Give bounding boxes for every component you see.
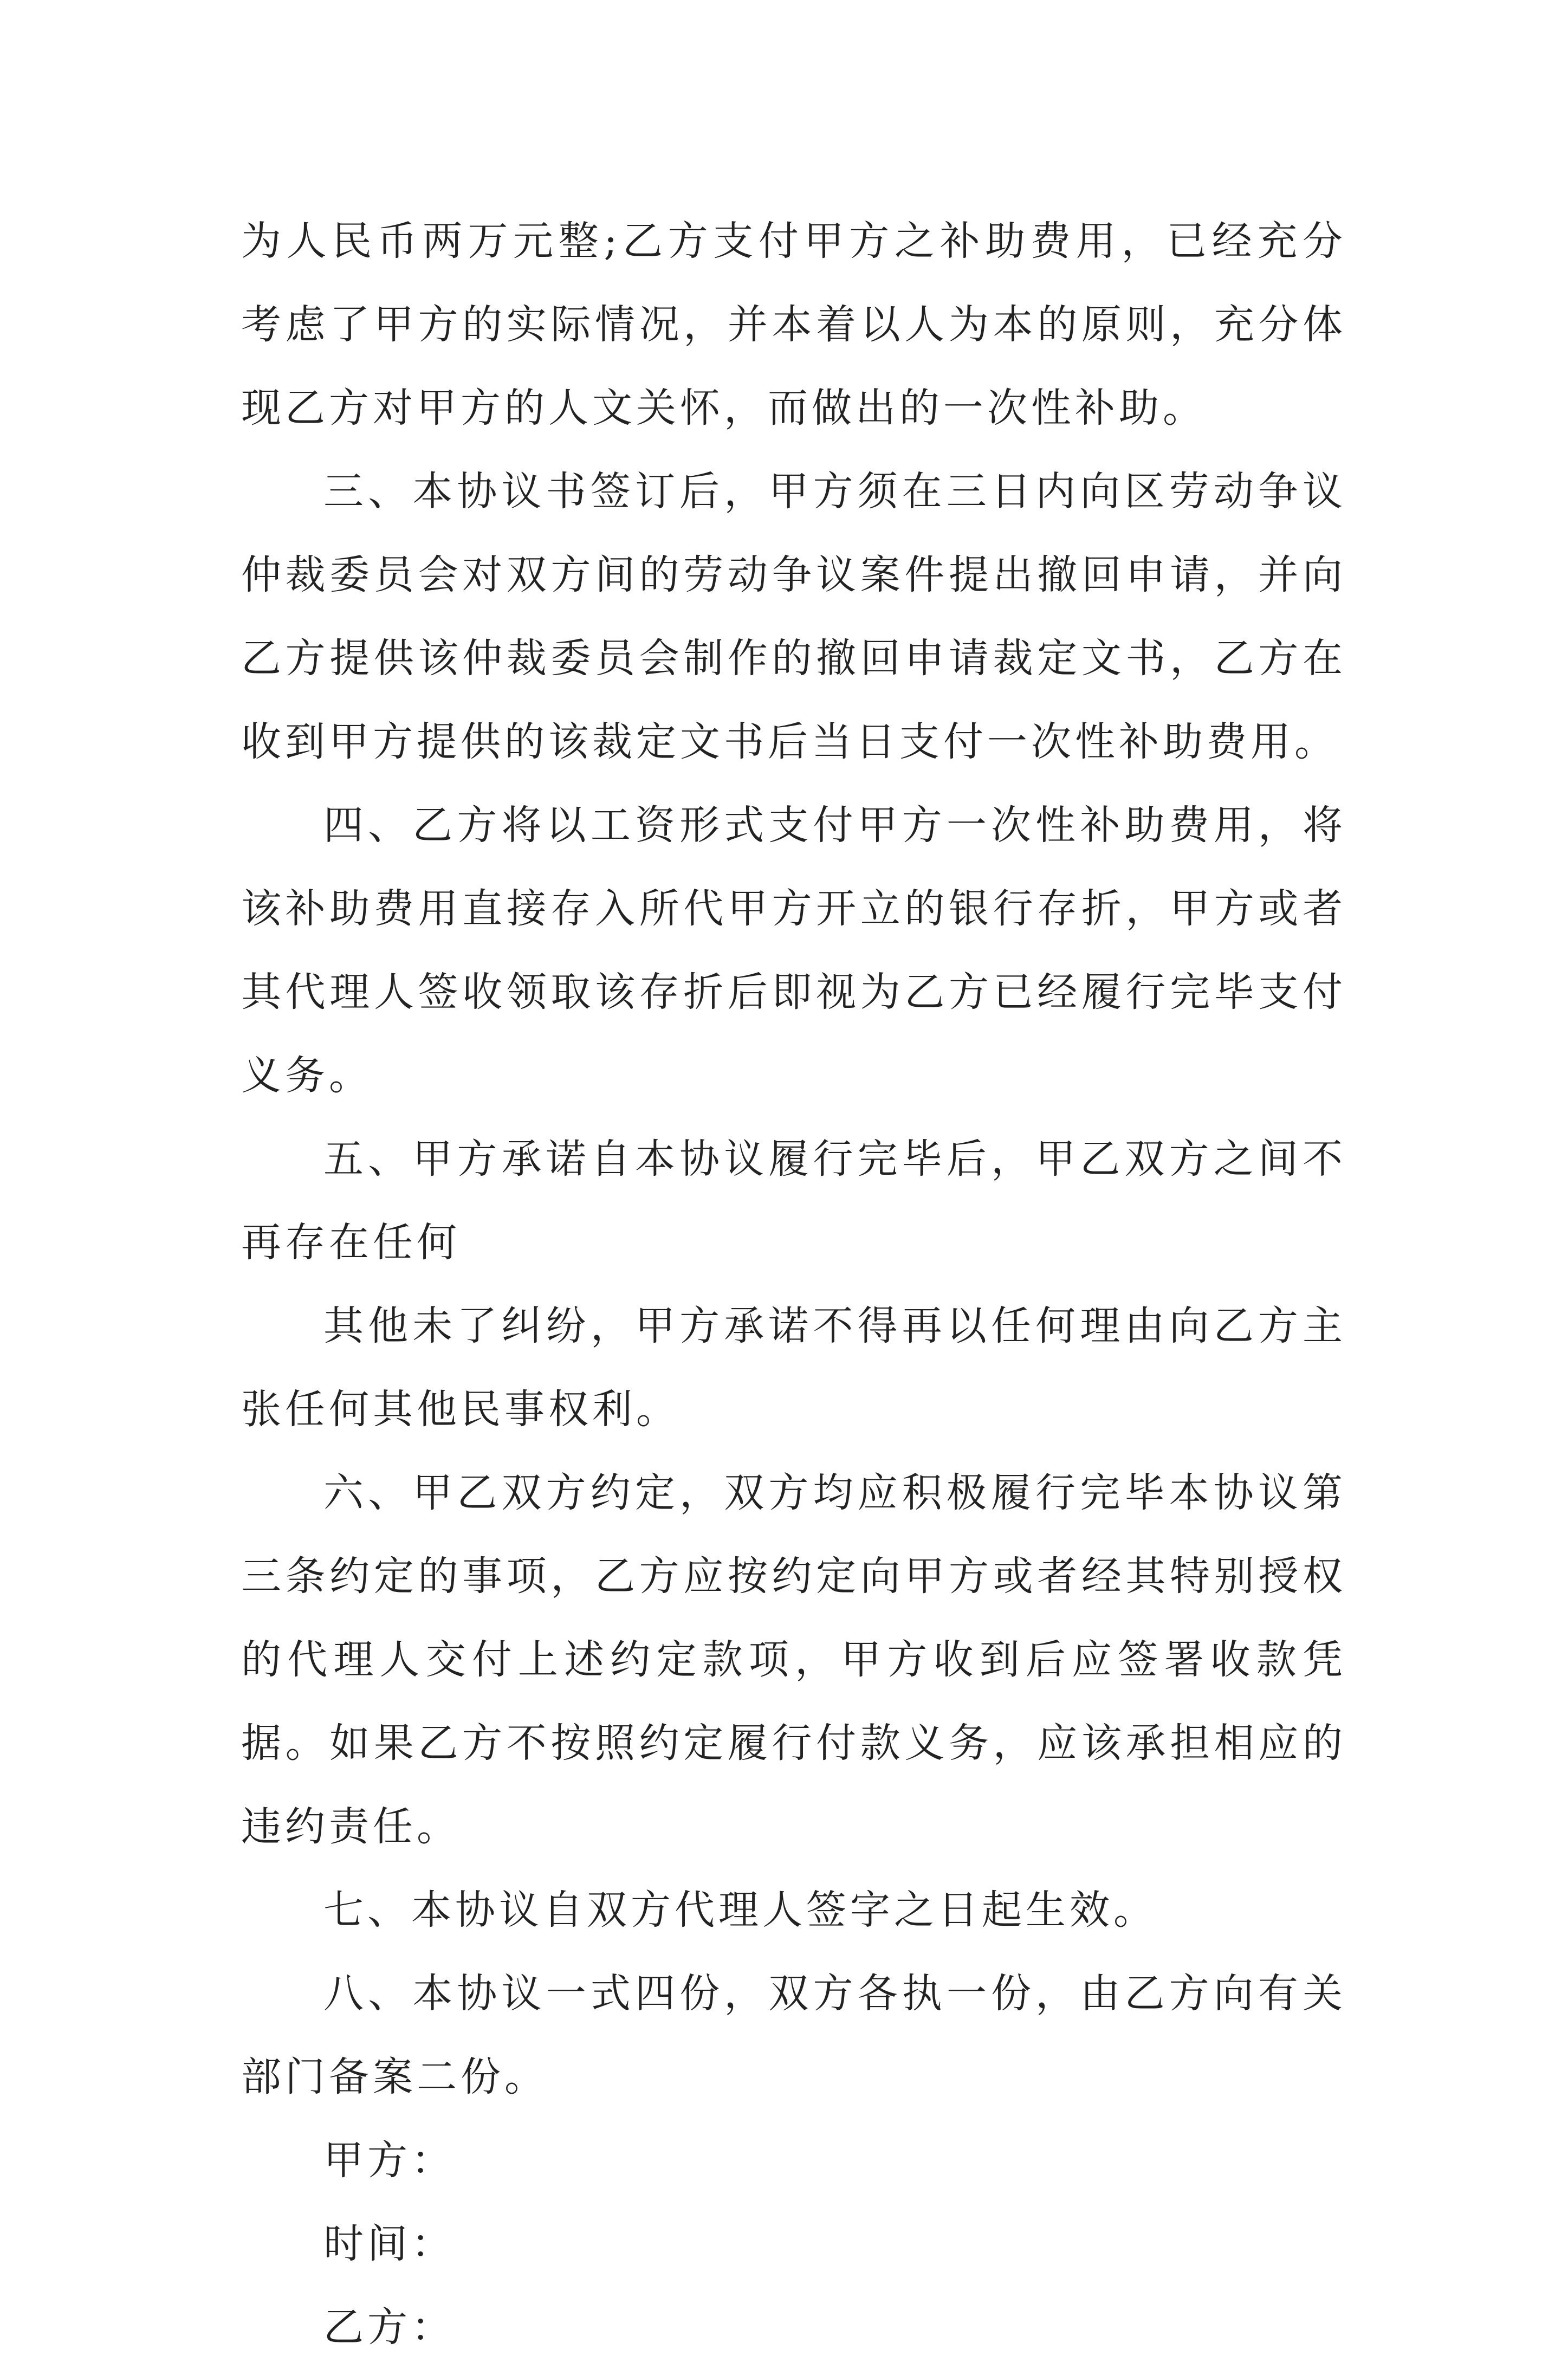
paragraph-clause-5-continued: 其他未了纠纷，甲方承诺不得再以任何理由向乙方主张任何其他民事权利。 <box>241 1303 1346 1433</box>
document-body <box>241 199 1346 2369</box>
signature-time: 时间： <box>323 2221 455 2267</box>
paragraph-clause-5: 五、甲方承诺自本协议履行完毕后，甲乙双方之间不再存在任何 <box>241 1136 1346 1266</box>
paragraph-clause-4: 四、乙方将以工资形式支付甲方一次性补助费用，将该补助费用直接存入所代甲方开立的银行存折，甲方或者其代理人签收领取该存折后即视为乙方已经履行完毕支付义务。 <box>241 802 1346 1099</box>
paragraph-clause-3: 三、本协议书签订后，甲方须在三日内向区劳动争议仲裁委员会对双方间的劳动争议案件提出撤回申请，并向乙方提供该仲裁委员会制作的撤回申请裁定文书，乙方在收到甲方提供的该裁定文书后当日支付一次性补助费用。 <box>241 468 1346 765</box>
paragraph-clause-8: 八、本协议一式四份，双方各执一份，由乙方向有关部门备案二份。 <box>241 1970 1346 2100</box>
signature-party-a: 甲方： <box>323 2137 455 2184</box>
paragraph-clause-6: 六、甲乙双方约定，双方均应积极履行完毕本协议第三条约定的事项，乙方应按约定向甲方或者经其特别授权的代理人交付上述约定款项，甲方收到后应签署收款凭据。如果乙方不按照约定履行付款义务，应该承担相应的违约责任。 <box>241 1470 1346 1850</box>
paragraph-clause-7: 七、本协议自双方代理人签字之日起生效。 <box>323 1887 1157 1933</box>
paragraph-subsidy-amount: 为人民币两万元整;乙方支付甲方之补助费用，已经充分考虑了甲方的实际情况，并本着以人为本的原则，充分体现乙方对甲方的人文关怀，而做出的一次性补助。 <box>241 218 1346 431</box>
signature-party-b: 乙方： <box>323 2304 455 2351</box>
